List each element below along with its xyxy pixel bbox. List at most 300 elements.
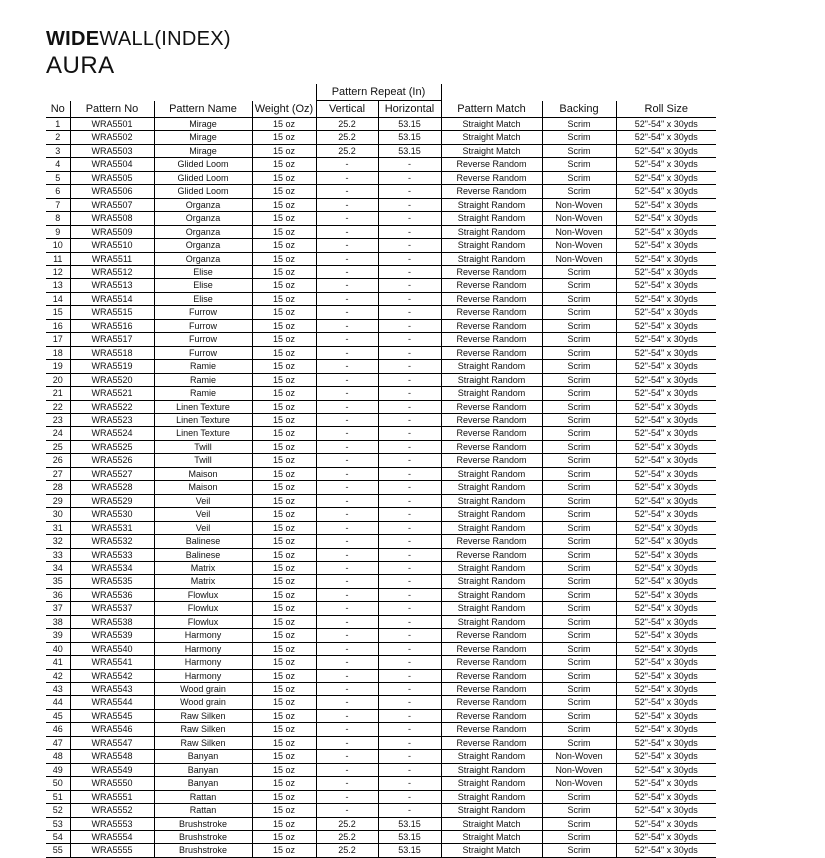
cell-pattern-no: WRA5514 <box>70 292 154 305</box>
cell-pattern-match: Straight Random <box>441 804 542 817</box>
cell-horizontal: 53.15 <box>378 817 441 830</box>
pattern-repeat-header: Pattern Repeat (In) <box>316 84 441 101</box>
cell-no: 19 <box>46 360 70 373</box>
cell-no: 1 <box>46 118 70 131</box>
cell-no: 11 <box>46 252 70 265</box>
cell-backing: Scrim <box>542 588 616 601</box>
table-row <box>46 239 716 252</box>
cell-vertical: - <box>316 709 378 722</box>
cell-backing: Scrim <box>542 831 616 844</box>
cell-backing: Scrim <box>542 360 616 373</box>
cell-pattern-match: Straight Random <box>441 212 542 225</box>
cell-horizontal: - <box>378 561 441 574</box>
cell-pattern-match: Reverse Random <box>441 642 542 655</box>
cell-no: 18 <box>46 346 70 359</box>
collection-title: AURA <box>46 52 115 79</box>
table-row <box>46 535 716 548</box>
cell-pattern-no: WRA5529 <box>70 494 154 507</box>
cell-roll-size: 52"-54" x 30yds <box>616 696 716 709</box>
cell-pattern-match: Straight Random <box>441 790 542 803</box>
cell-backing: Scrim <box>542 131 616 144</box>
cell-pattern-match: Straight Random <box>441 252 542 265</box>
cell-backing: Scrim <box>542 413 616 426</box>
cell-pattern-match: Straight Random <box>441 561 542 574</box>
cell-vertical: - <box>316 723 378 736</box>
cell-no: 14 <box>46 292 70 305</box>
cell-pattern-name: Maison <box>154 467 252 480</box>
cell-no: 20 <box>46 373 70 386</box>
cell-vertical: - <box>316 440 378 453</box>
cell-horizontal: - <box>378 602 441 615</box>
cell-horizontal: - <box>378 212 441 225</box>
cell-pattern-name: Flowlux <box>154 602 252 615</box>
cell-horizontal: - <box>378 521 441 534</box>
cell-horizontal: - <box>378 588 441 601</box>
cell-horizontal: - <box>378 535 441 548</box>
table-row <box>46 548 716 561</box>
cell-pattern-name: Harmony <box>154 642 252 655</box>
cell-pattern-name: Harmony <box>154 669 252 682</box>
cell-roll-size: 52"-54" x 30yds <box>616 629 716 642</box>
cell-vertical: - <box>316 629 378 642</box>
cell-pattern-no: WRA5555 <box>70 844 154 857</box>
cell-horizontal: 53.15 <box>378 131 441 144</box>
cell-pattern-name: Mirage <box>154 144 252 157</box>
cell-backing: Non-Woven <box>542 212 616 225</box>
cell-weight: 15 oz <box>252 508 316 521</box>
cell-no: 32 <box>46 535 70 548</box>
cell-horizontal: - <box>378 615 441 628</box>
cell-pattern-name: Organza <box>154 212 252 225</box>
cell-no: 49 <box>46 763 70 776</box>
cell-roll-size: 52"-54" x 30yds <box>616 535 716 548</box>
cell-pattern-no: WRA5541 <box>70 656 154 669</box>
cell-roll-size: 52"-54" x 30yds <box>616 144 716 157</box>
cell-pattern-name: Organza <box>154 225 252 238</box>
cell-pattern-name: Organza <box>154 252 252 265</box>
cell-backing: Scrim <box>542 292 616 305</box>
cell-weight: 15 oz <box>252 561 316 574</box>
cell-horizontal: - <box>378 683 441 696</box>
cell-pattern-no: WRA5544 <box>70 696 154 709</box>
cell-pattern-no: WRA5513 <box>70 279 154 292</box>
cell-pattern-match: Reverse Random <box>441 171 542 184</box>
cell-pattern-no: WRA5519 <box>70 360 154 373</box>
cell-roll-size: 52"-54" x 30yds <box>616 548 716 561</box>
cell-no: 37 <box>46 602 70 615</box>
cell-pattern-no: WRA5526 <box>70 454 154 467</box>
cell-pattern-no: WRA5532 <box>70 535 154 548</box>
cell-pattern-no: WRA5548 <box>70 750 154 763</box>
cell-vertical: - <box>316 535 378 548</box>
cell-weight: 15 oz <box>252 158 316 171</box>
cell-pattern-no: WRA5530 <box>70 508 154 521</box>
table-row <box>46 131 716 144</box>
cell-backing: Scrim <box>542 723 616 736</box>
table-row <box>46 844 716 857</box>
cell-roll-size: 52"-54" x 30yds <box>616 319 716 332</box>
cell-pattern-name: Wood grain <box>154 696 252 709</box>
cell-pattern-name: Wood grain <box>154 683 252 696</box>
cell-horizontal: - <box>378 279 441 292</box>
cell-roll-size: 52"-54" x 30yds <box>616 763 716 776</box>
cell-vertical: 25.2 <box>316 817 378 830</box>
cell-roll-size: 52"-54" x 30yds <box>616 131 716 144</box>
cell-pattern-no: WRA5553 <box>70 817 154 830</box>
cell-no: 43 <box>46 683 70 696</box>
cell-vertical: - <box>316 804 378 817</box>
cell-backing: Scrim <box>542 440 616 453</box>
cell-vertical: - <box>316 265 378 278</box>
cell-roll-size: 52"-54" x 30yds <box>616 844 716 857</box>
cell-backing: Scrim <box>542 575 616 588</box>
cell-backing: Scrim <box>542 817 616 830</box>
cell-no: 15 <box>46 306 70 319</box>
cell-pattern-match: Reverse Random <box>441 265 542 278</box>
cell-backing: Scrim <box>542 265 616 278</box>
table-row <box>46 656 716 669</box>
cell-pattern-name: Furrow <box>154 333 252 346</box>
cell-pattern-match: Reverse Random <box>441 400 542 413</box>
cell-pattern-name: Mirage <box>154 131 252 144</box>
cell-pattern-match: Reverse Random <box>441 535 542 548</box>
cell-backing: Scrim <box>542 629 616 642</box>
cell-no: 7 <box>46 198 70 211</box>
table-row <box>46 319 716 332</box>
cell-no: 40 <box>46 642 70 655</box>
col-no: No <box>46 101 70 118</box>
cell-roll-size: 52"-54" x 30yds <box>616 642 716 655</box>
cell-pattern-no: WRA5550 <box>70 777 154 790</box>
cell-weight: 15 oz <box>252 225 316 238</box>
cell-pattern-name: Ramie <box>154 360 252 373</box>
cell-pattern-match: Straight Match <box>441 118 542 131</box>
table-row <box>46 171 716 184</box>
cell-vertical: - <box>316 252 378 265</box>
table-row <box>46 508 716 521</box>
cell-pattern-match: Straight Match <box>441 817 542 830</box>
cell-weight: 15 oz <box>252 602 316 615</box>
cell-backing: Scrim <box>542 319 616 332</box>
cell-pattern-match: Straight Match <box>441 831 542 844</box>
cell-pattern-no: WRA5536 <box>70 588 154 601</box>
cell-horizontal: - <box>378 656 441 669</box>
cell-no: 45 <box>46 709 70 722</box>
cell-roll-size: 52"-54" x 30yds <box>616 198 716 211</box>
cell-weight: 15 oz <box>252 790 316 803</box>
cell-pattern-match: Straight Random <box>441 239 542 252</box>
cell-weight: 15 oz <box>252 360 316 373</box>
cell-no: 23 <box>46 413 70 426</box>
cell-pattern-match: Straight Random <box>441 198 542 211</box>
cell-weight: 15 oz <box>252 575 316 588</box>
cell-backing: Non-Woven <box>542 198 616 211</box>
cell-no: 10 <box>46 239 70 252</box>
cell-pattern-name: Glided Loom <box>154 158 252 171</box>
cell-backing: Non-Woven <box>542 777 616 790</box>
cell-weight: 15 oz <box>252 817 316 830</box>
cell-vertical: - <box>316 736 378 749</box>
cell-backing: Scrim <box>542 669 616 682</box>
cell-vertical: 25.2 <box>316 118 378 131</box>
cell-pattern-match: Reverse Random <box>441 333 542 346</box>
cell-pattern-no: WRA5537 <box>70 602 154 615</box>
cell-vertical: - <box>316 508 378 521</box>
cell-pattern-match: Straight Random <box>441 481 542 494</box>
cell-no: 30 <box>46 508 70 521</box>
cell-no: 54 <box>46 831 70 844</box>
cell-vertical: - <box>316 763 378 776</box>
cell-weight: 15 oz <box>252 239 316 252</box>
cell-backing: Scrim <box>542 373 616 386</box>
cell-pattern-no: WRA5522 <box>70 400 154 413</box>
cell-weight: 15 oz <box>252 696 316 709</box>
cell-pattern-no: WRA5528 <box>70 481 154 494</box>
cell-backing: Scrim <box>542 346 616 359</box>
table-row <box>46 588 716 601</box>
cell-weight: 15 oz <box>252 588 316 601</box>
cell-backing: Non-Woven <box>542 239 616 252</box>
table-row <box>46 736 716 749</box>
cell-roll-size: 52"-54" x 30yds <box>616 454 716 467</box>
table-row <box>46 333 716 346</box>
cell-weight: 15 oz <box>252 279 316 292</box>
table-row <box>46 777 716 790</box>
cell-pattern-name: Flowlux <box>154 588 252 601</box>
table-row <box>46 804 716 817</box>
cell-vertical: 25.2 <box>316 831 378 844</box>
cell-pattern-match: Reverse Random <box>441 669 542 682</box>
cell-roll-size: 52"-54" x 30yds <box>616 158 716 171</box>
cell-no: 55 <box>46 844 70 857</box>
cell-roll-size: 52"-54" x 30yds <box>616 521 716 534</box>
product-table <box>46 84 716 858</box>
cell-horizontal: - <box>378 575 441 588</box>
cell-vertical: 25.2 <box>316 844 378 857</box>
cell-vertical: - <box>316 467 378 480</box>
cell-pattern-no: WRA5518 <box>70 346 154 359</box>
cell-vertical: - <box>316 279 378 292</box>
cell-horizontal: - <box>378 642 441 655</box>
cell-weight: 15 oz <box>252 413 316 426</box>
cell-weight: 15 oz <box>252 494 316 507</box>
cell-no: 2 <box>46 131 70 144</box>
cell-backing: Scrim <box>542 158 616 171</box>
cell-horizontal: - <box>378 736 441 749</box>
cell-pattern-no: WRA5521 <box>70 387 154 400</box>
cell-pattern-no: WRA5523 <box>70 413 154 426</box>
cell-no: 28 <box>46 481 70 494</box>
cell-backing: Scrim <box>542 494 616 507</box>
table-row <box>46 521 716 534</box>
cell-pattern-name: Mirage <box>154 118 252 131</box>
cell-vertical: - <box>316 360 378 373</box>
cell-horizontal: 53.15 <box>378 118 441 131</box>
cell-horizontal: - <box>378 804 441 817</box>
cell-horizontal: - <box>378 508 441 521</box>
table-row <box>46 346 716 359</box>
cell-vertical: - <box>316 413 378 426</box>
cell-backing: Scrim <box>542 481 616 494</box>
table-row <box>46 306 716 319</box>
cell-pattern-match: Reverse Random <box>441 158 542 171</box>
cell-vertical: 25.2 <box>316 144 378 157</box>
cell-pattern-name: Twill <box>154 440 252 453</box>
cell-pattern-match: Straight Random <box>441 360 542 373</box>
cell-pattern-no: WRA5534 <box>70 561 154 574</box>
cell-vertical: - <box>316 212 378 225</box>
cell-backing: Non-Woven <box>542 750 616 763</box>
cell-no: 47 <box>46 736 70 749</box>
cell-weight: 15 oz <box>252 521 316 534</box>
cell-pattern-match: Straight Random <box>441 602 542 615</box>
cell-pattern-name: Ramie <box>154 387 252 400</box>
brand-bold: WIDE <box>46 28 100 50</box>
cell-pattern-no: WRA5517 <box>70 333 154 346</box>
cell-weight: 15 oz <box>252 185 316 198</box>
cell-pattern-name: Ramie <box>154 373 252 386</box>
cell-no: 50 <box>46 777 70 790</box>
table-row <box>46 481 716 494</box>
cell-no: 41 <box>46 656 70 669</box>
table-row <box>46 629 716 642</box>
cell-backing: Scrim <box>542 427 616 440</box>
cell-no: 21 <box>46 387 70 400</box>
cell-no: 29 <box>46 494 70 507</box>
cell-pattern-match: Reverse Random <box>441 292 542 305</box>
cell-horizontal: - <box>378 373 441 386</box>
cell-vertical: - <box>316 669 378 682</box>
cell-pattern-match: Straight Random <box>441 763 542 776</box>
cell-weight: 15 oz <box>252 346 316 359</box>
cell-pattern-match: Reverse Random <box>441 319 542 332</box>
cell-roll-size: 52"-54" x 30yds <box>616 306 716 319</box>
cell-pattern-match: Reverse Random <box>441 548 542 561</box>
cell-vertical: - <box>316 750 378 763</box>
cell-roll-size: 52"-54" x 30yds <box>616 750 716 763</box>
cell-weight: 15 oz <box>252 831 316 844</box>
cell-horizontal: - <box>378 467 441 480</box>
cell-roll-size: 52"-54" x 30yds <box>616 292 716 305</box>
table-row <box>46 212 716 225</box>
table-row <box>46 683 716 696</box>
cell-pattern-name: Furrow <box>154 319 252 332</box>
cell-weight: 15 oz <box>252 467 316 480</box>
cell-roll-size: 52"-54" x 30yds <box>616 373 716 386</box>
cell-weight: 15 oz <box>252 642 316 655</box>
cell-pattern-name: Banyan <box>154 763 252 776</box>
cell-no: 35 <box>46 575 70 588</box>
cell-horizontal: - <box>378 158 441 171</box>
cell-no: 25 <box>46 440 70 453</box>
cell-pattern-name: Organza <box>154 239 252 252</box>
cell-pattern-no: WRA5531 <box>70 521 154 534</box>
cell-roll-size: 52"-54" x 30yds <box>616 494 716 507</box>
cell-roll-size: 52"-54" x 30yds <box>616 669 716 682</box>
table-row <box>46 790 716 803</box>
cell-pattern-name: Linen Texture <box>154 427 252 440</box>
brand-title <box>46 27 231 51</box>
cell-pattern-name: Balinese <box>154 548 252 561</box>
cell-pattern-name: Linen Texture <box>154 413 252 426</box>
cell-roll-size: 52"-54" x 30yds <box>616 481 716 494</box>
cell-horizontal: - <box>378 265 441 278</box>
table-row <box>46 225 716 238</box>
table-row <box>46 602 716 615</box>
cell-pattern-no: WRA5543 <box>70 683 154 696</box>
cell-horizontal: - <box>378 629 441 642</box>
cell-horizontal: 53.15 <box>378 831 441 844</box>
col-backing: Backing <box>542 101 616 118</box>
cell-roll-size: 52"-54" x 30yds <box>616 427 716 440</box>
cell-weight: 15 oz <box>252 400 316 413</box>
cell-roll-size: 52"-54" x 30yds <box>616 709 716 722</box>
table-row <box>46 413 716 426</box>
cell-pattern-no: WRA5535 <box>70 575 154 588</box>
cell-pattern-match: Straight Random <box>441 777 542 790</box>
cell-weight: 15 oz <box>252 454 316 467</box>
cell-horizontal: - <box>378 454 441 467</box>
cell-weight: 15 oz <box>252 736 316 749</box>
cell-backing: Scrim <box>542 602 616 615</box>
cell-no: 27 <box>46 467 70 480</box>
cell-no: 34 <box>46 561 70 574</box>
cell-pattern-name: Furrow <box>154 306 252 319</box>
cell-pattern-no: WRA5533 <box>70 548 154 561</box>
cell-no: 51 <box>46 790 70 803</box>
cell-pattern-match: Reverse Random <box>441 413 542 426</box>
table-row <box>46 198 716 211</box>
cell-pattern-no: WRA5540 <box>70 642 154 655</box>
cell-weight: 15 oz <box>252 373 316 386</box>
cell-weight: 15 oz <box>252 709 316 722</box>
cell-pattern-match: Reverse Random <box>441 427 542 440</box>
cell-weight: 15 oz <box>252 656 316 669</box>
cell-pattern-no: WRA5545 <box>70 709 154 722</box>
cell-horizontal: - <box>378 723 441 736</box>
cell-no: 44 <box>46 696 70 709</box>
cell-roll-size: 52"-54" x 30yds <box>616 602 716 615</box>
cell-backing: Scrim <box>542 736 616 749</box>
cell-horizontal: - <box>378 669 441 682</box>
cell-vertical: - <box>316 239 378 252</box>
cell-vertical: - <box>316 306 378 319</box>
cell-vertical: - <box>316 198 378 211</box>
cell-pattern-name: Raw Silken <box>154 723 252 736</box>
table-row <box>46 615 716 628</box>
cell-horizontal: - <box>378 225 441 238</box>
cell-vertical: - <box>316 588 378 601</box>
cell-vertical: - <box>316 575 378 588</box>
cell-vertical: - <box>316 696 378 709</box>
cell-roll-size: 52"-54" x 30yds <box>616 171 716 184</box>
cell-vertical: - <box>316 494 378 507</box>
cell-pattern-name: Harmony <box>154 656 252 669</box>
cell-backing: Scrim <box>542 508 616 521</box>
cell-roll-size: 52"-54" x 30yds <box>616 656 716 669</box>
cell-no: 38 <box>46 615 70 628</box>
col-pattern-no: Pattern No <box>70 101 154 118</box>
cell-backing: Scrim <box>542 118 616 131</box>
cell-backing: Scrim <box>542 656 616 669</box>
cell-pattern-name: Veil <box>154 494 252 507</box>
cell-vertical: - <box>316 602 378 615</box>
cell-no: 6 <box>46 185 70 198</box>
cell-no: 8 <box>46 212 70 225</box>
cell-pattern-no: WRA5520 <box>70 373 154 386</box>
cell-pattern-name: Brushstroke <box>154 844 252 857</box>
cell-backing: Scrim <box>542 548 616 561</box>
